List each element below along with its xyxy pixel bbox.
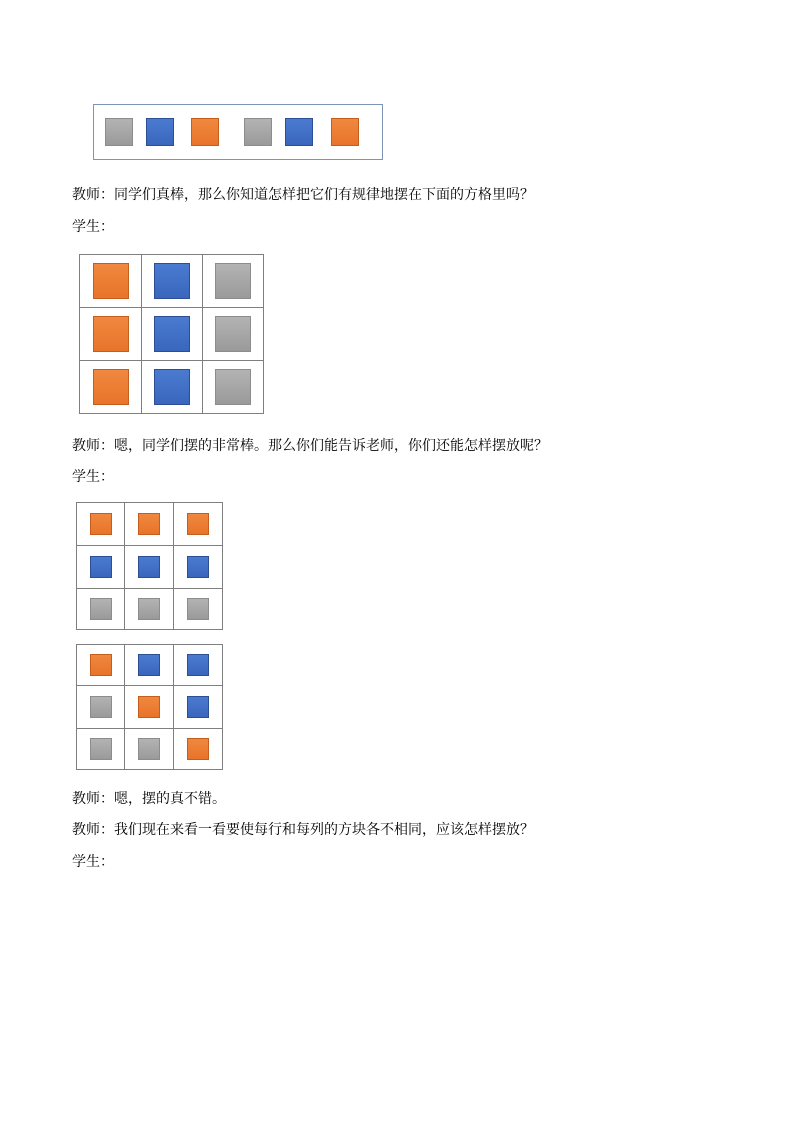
grid-cell: [77, 503, 125, 546]
grid-cell: [174, 645, 223, 686]
gray-square: [215, 369, 251, 405]
gray-square: [138, 598, 160, 620]
grid-row: [77, 503, 223, 546]
gray-square: [138, 738, 160, 760]
gray-square: [90, 738, 112, 760]
grid-cell: [203, 361, 264, 414]
blue-square: [154, 263, 190, 299]
grid-cell: [80, 361, 142, 414]
orange-square: [187, 738, 209, 760]
grid-row: [77, 589, 223, 630]
orange-square: [90, 654, 112, 676]
gray-square: [215, 316, 251, 352]
grid-cell: [125, 686, 174, 729]
grid-cell: [77, 645, 125, 686]
grid-cell: [174, 589, 223, 630]
blue-square: [154, 369, 190, 405]
orange-square: [93, 369, 129, 405]
grid-row: [77, 729, 223, 770]
grid-cell: [77, 589, 125, 630]
gray-square: [90, 598, 112, 620]
student-label-2: 学生：: [72, 469, 114, 485]
grid-cell: [174, 729, 223, 770]
grid-cell: [142, 308, 203, 361]
grid-row: [80, 361, 264, 414]
grid-rows-arrangement: [76, 502, 223, 630]
grid-cell: [174, 503, 223, 546]
teacher-line-4: 教师：我们现在来看一看要使每行和每列的方块各不相同，应该怎样摆放？: [72, 822, 534, 838]
orange-square: [191, 118, 219, 146]
orange-square: [90, 513, 112, 535]
grid-cell: [203, 255, 264, 308]
grid-cell: [125, 645, 174, 686]
teacher-line-3: 教师：嗯，摆的真不错。: [72, 791, 226, 807]
teacher-line-2: 教师：嗯，同学们摆的非常棒。那么你们能告诉老师，你们还能怎样摆放呢？: [72, 438, 548, 454]
grid-cell: [125, 729, 174, 770]
grid-cell: [80, 308, 142, 361]
blue-square: [146, 118, 174, 146]
blue-square: [154, 316, 190, 352]
grid-cell: [125, 546, 174, 589]
orange-square: [93, 316, 129, 352]
student-label-1: 学生：: [72, 219, 114, 235]
grid-cell: [80, 255, 142, 308]
grid-cell: [77, 729, 125, 770]
orange-square: [138, 513, 160, 535]
grid-cell: [125, 503, 174, 546]
orange-square: [187, 513, 209, 535]
blue-square: [187, 654, 209, 676]
grid-cell: [203, 308, 264, 361]
gray-square: [215, 263, 251, 299]
blue-square: [90, 556, 112, 578]
grid-cell: [77, 686, 125, 729]
grid-row: [80, 255, 264, 308]
blue-square: [138, 654, 160, 676]
grid-columns-arrangement: [79, 254, 264, 414]
blue-square: [187, 696, 209, 718]
grid-cell: [142, 255, 203, 308]
grid-row: [77, 645, 223, 686]
gray-square: [187, 598, 209, 620]
student-label-3: 学生：: [72, 854, 114, 870]
grid-row: [77, 546, 223, 589]
gray-square: [244, 118, 272, 146]
grid-row: [80, 308, 264, 361]
blue-square: [285, 118, 313, 146]
grid-cell: [174, 546, 223, 589]
grid-row: [77, 686, 223, 729]
grid-cell: [125, 589, 174, 630]
orange-square: [93, 263, 129, 299]
color-squares-strip: [93, 104, 383, 160]
grid-cell: [77, 546, 125, 589]
gray-square: [105, 118, 133, 146]
teacher-line-1: 教师：同学们真棒，那么你知道怎样把它们有规律地摆在下面的方格里吗？: [72, 187, 534, 203]
orange-square: [138, 696, 160, 718]
blue-square: [187, 556, 209, 578]
blue-square: [138, 556, 160, 578]
gray-square: [90, 696, 112, 718]
grid-diagonal-arrangement: [76, 644, 223, 770]
orange-square: [331, 118, 359, 146]
grid-cell: [174, 686, 223, 729]
grid-cell: [142, 361, 203, 414]
